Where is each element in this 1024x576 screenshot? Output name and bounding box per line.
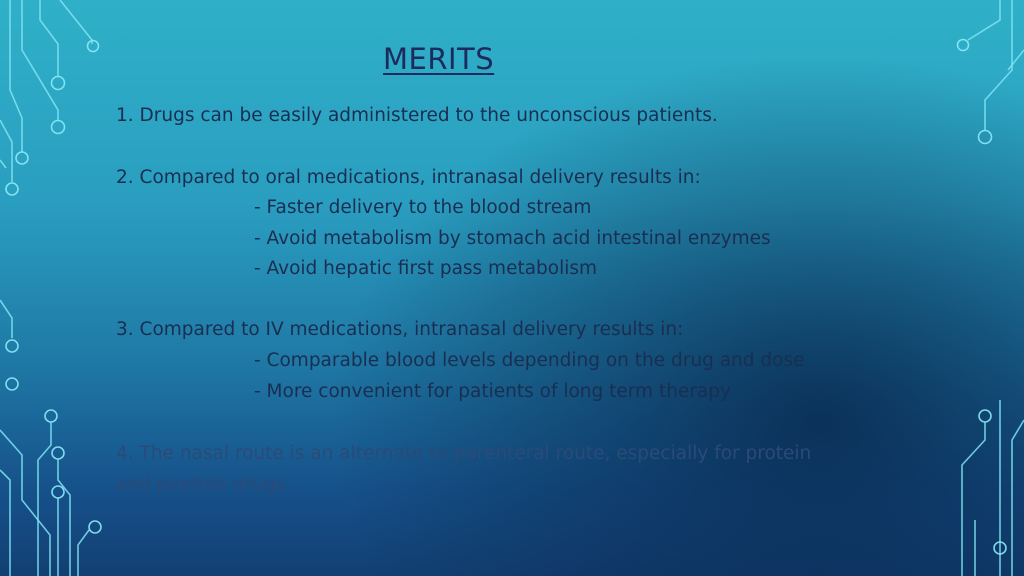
circuit-node <box>52 121 65 134</box>
circuit-trace <box>22 0 58 120</box>
circuit-trace <box>1008 50 1024 70</box>
circuit-trace <box>968 0 1000 40</box>
circuit-trace <box>10 0 22 152</box>
circuit-trace <box>0 300 12 338</box>
circuit-trace <box>0 470 10 576</box>
merit-point-3-heading: 3. Compared to IV medications, intranasal delivery results in: <box>116 319 684 340</box>
circuit-trace <box>0 120 12 182</box>
merit-point-4-line2: and peptide drugs. <box>116 474 292 495</box>
circuit-trace <box>0 430 50 576</box>
circuit-trace <box>0 160 6 168</box>
circuit-node <box>6 378 18 390</box>
circuit-node <box>6 183 18 195</box>
circuit-node <box>52 447 64 459</box>
circuit-trace <box>58 459 70 576</box>
circuit-node <box>16 152 28 164</box>
circuit-trace <box>78 530 89 576</box>
merit-point-2-item: - Faster delivery to the blood stream <box>254 197 592 218</box>
merit-point-1: 1. Drugs can be easily administered to the unconscious patients. <box>116 105 718 126</box>
circuit-node <box>45 410 57 422</box>
circuit-node <box>994 542 1006 554</box>
circuit-trace <box>985 0 1012 130</box>
circuit-node <box>979 131 992 144</box>
circuit-node <box>6 340 18 352</box>
merit-point-2-heading: 2. Compared to oral medications, intranasal delivery results in: <box>116 167 701 188</box>
circuit-trace <box>40 0 58 76</box>
circuit-node <box>52 486 64 498</box>
merit-point-3-item: - Comparable blood levels depending on the drug and dose <box>254 350 805 371</box>
circuit-trace <box>60 0 92 44</box>
circuit-node <box>88 41 99 52</box>
merit-point-4-line1: 4. The nasal route is an alternate to parenteral route, especially for protein <box>116 443 812 464</box>
merit-point-2-item: - Avoid metabolism by stomach acid intestinal enzymes <box>254 228 771 249</box>
circuit-trace <box>1012 420 1024 576</box>
circuit-trace <box>38 422 51 576</box>
slide-title: MERITS <box>383 42 495 76</box>
circuit-node <box>979 410 991 422</box>
merit-point-2-item: - Avoid hepatic first pass metabolism <box>254 258 598 279</box>
circuit-node <box>52 77 65 90</box>
circuit-node <box>958 40 969 51</box>
merit-point-3-item: - More convenient for patients of long term therapy <box>254 381 731 402</box>
circuit-trace <box>962 422 985 576</box>
circuit-node <box>89 521 101 533</box>
